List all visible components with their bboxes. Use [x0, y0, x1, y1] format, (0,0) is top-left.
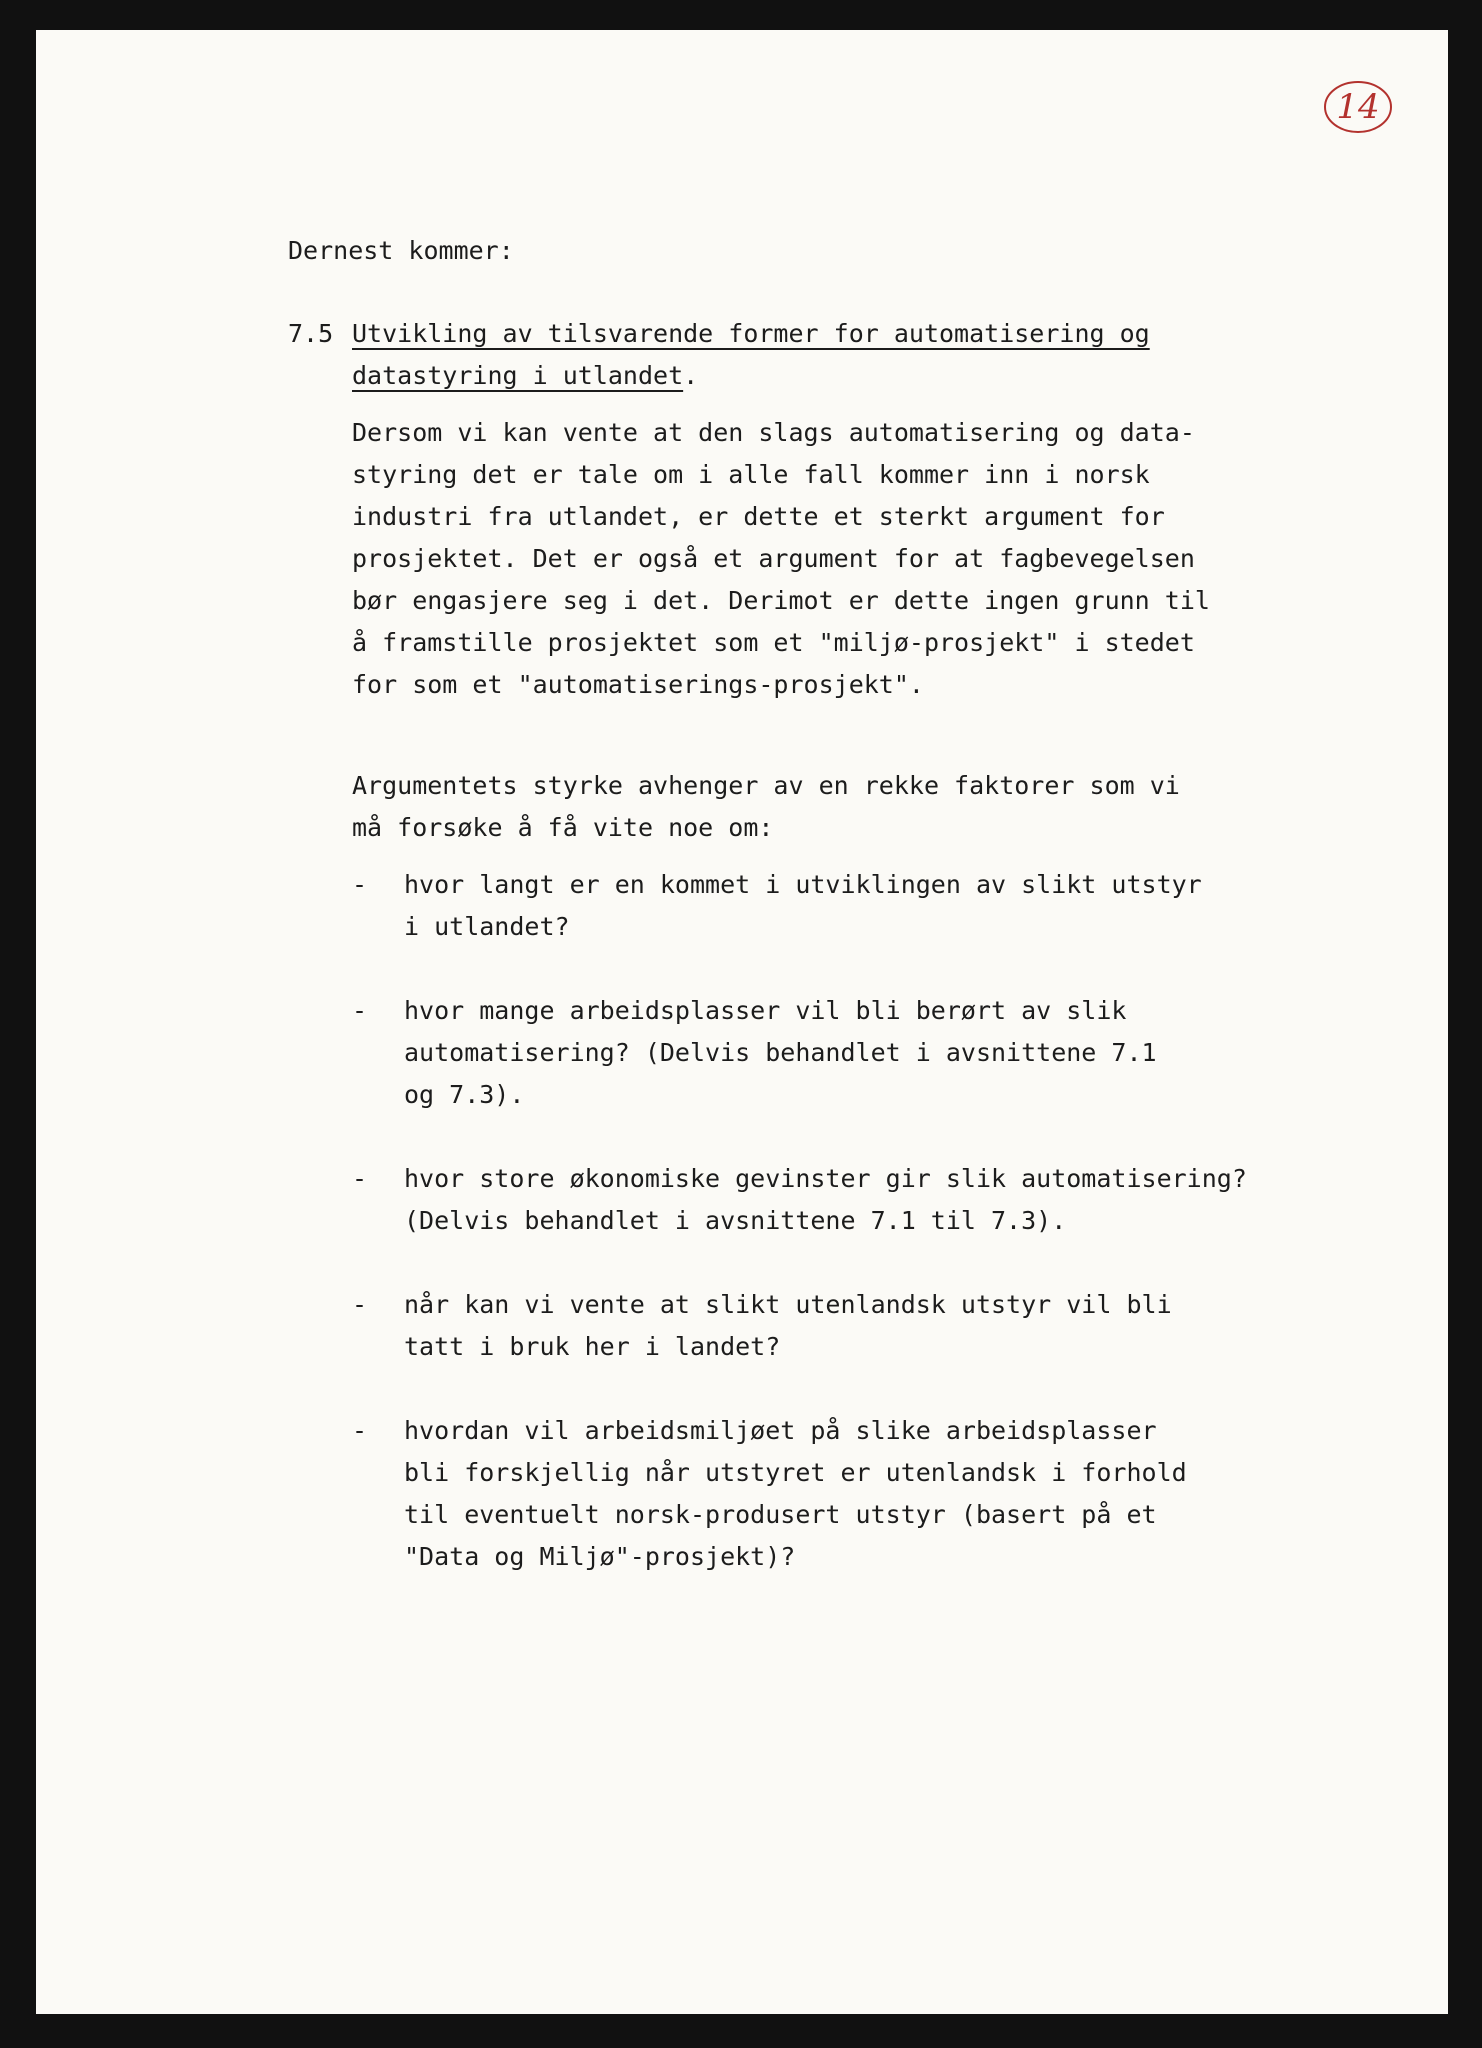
- list-item: [404, 1284, 1172, 1368]
- list-item-marker: -: [352, 870, 368, 899]
- list-item-marker: -: [352, 1290, 368, 1319]
- paragraph-line: industri fra utlandet, er dette et sterkt argument for: [352, 502, 1165, 531]
- list-item: [404, 1410, 1187, 1578]
- list-item-marker: -: [352, 1416, 368, 1445]
- paragraph-line: å framstille prosjektet som et "miljø-prosjekt" i stedet: [352, 628, 1195, 657]
- list-item-line: tatt i bruk her i landet?: [404, 1332, 781, 1361]
- list-item-line: automatisering? (Delvis behandlet i avsnittene 7.1: [404, 1038, 1157, 1067]
- list-item-line: og 7.3).: [404, 1080, 525, 1109]
- list-item-line: hvordan vil arbeidsmiljøet på slike arbeidsplasser: [404, 1416, 1157, 1445]
- section-number: 7.5: [288, 319, 334, 348]
- section-title-line-2: datastyring i utlandet: [352, 361, 684, 390]
- section-title-end: .: [683, 361, 699, 390]
- list-item-line: hvor langt er en kommet i utviklingen av slikt utstyr: [404, 870, 1202, 899]
- paragraph-line: bør engasjere seg i det. Derimot er dette ingen grunn til: [352, 586, 1210, 615]
- list-item-line: (Delvis behandlet i avsnittene 7.1 til 7.3).: [404, 1206, 1067, 1235]
- list-item: [404, 990, 1157, 1116]
- list-item-line: "Data og Miljø"-prosjekt)?: [404, 1542, 796, 1571]
- document-page: [36, 30, 1448, 2014]
- list-item-marker: -: [352, 996, 368, 1025]
- intro-line: Dernest kommer:: [288, 236, 514, 265]
- page-number-stamp: [1321, 78, 1395, 136]
- section-title: [352, 313, 1150, 397]
- section-title-line-1: Utvikling av tilsvarende former for automatisering og: [352, 319, 1150, 348]
- paragraph-line: Dersom vi kan vente at den slags automatisering og data-: [352, 418, 1195, 447]
- list-item-marker: -: [352, 1164, 368, 1193]
- paragraph-1: [352, 412, 1392, 706]
- paragraph-line: for som et "automatiserings-prosjekt".: [352, 670, 924, 699]
- paragraph-line: Argumentets styrke avhenger av en rekke faktorer som vi: [352, 771, 1180, 800]
- list-item-line: i utlandet?: [404, 912, 570, 941]
- list-item-line: bli forskjellig når utstyret er utenlandsk i forhold: [404, 1458, 1187, 1487]
- list-item: [404, 1158, 1247, 1242]
- page-number: 14: [1336, 87, 1380, 127]
- paragraph-line: prosjektet. Det er også et argument for at fagbevegelsen: [352, 544, 1195, 573]
- list-item-line: når kan vi vente at slikt utenlandsk utstyr vil bli: [404, 1290, 1172, 1319]
- list-item-line: hvor store økonomiske gevinster gir slik automatisering?: [404, 1164, 1247, 1193]
- paragraph-2: [352, 765, 1392, 849]
- list-item: [404, 864, 1202, 948]
- paragraph-line: styring det er tale om i alle fall kommer inn i norsk: [352, 460, 1150, 489]
- list-item-line: til eventuelt norsk-produsert utstyr (basert på et: [404, 1500, 1157, 1529]
- list-item-line: hvor mange arbeidsplasser vil bli berørt av slik: [404, 996, 1127, 1025]
- paragraph-line: må forsøke å få vite noe om:: [352, 813, 774, 842]
